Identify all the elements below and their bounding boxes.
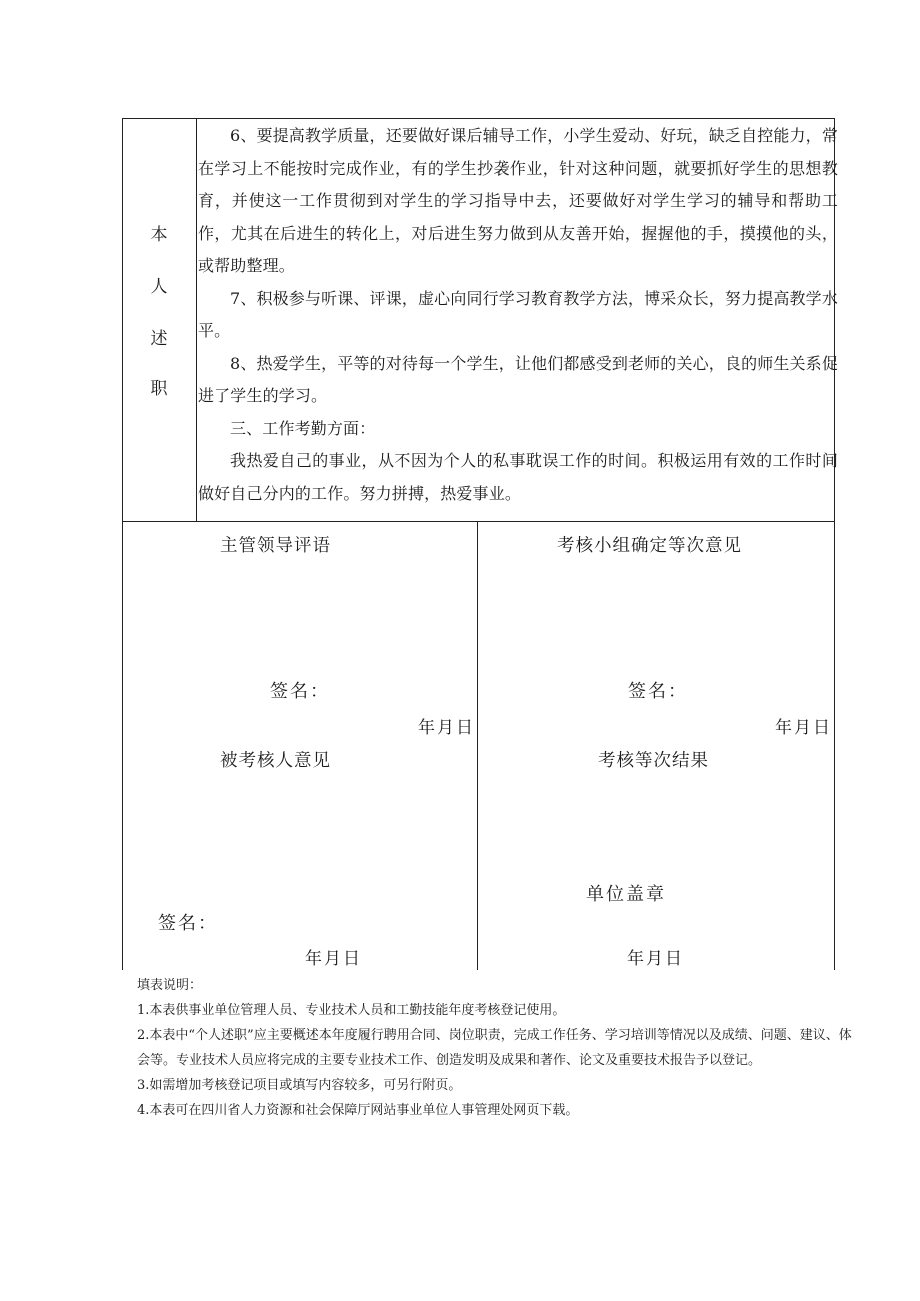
statement-bottom-border [122, 521, 835, 522]
middle-column-divider [477, 521, 478, 970]
statement-paragraph: 8、热爱学生，平等的对待每一个学生，让他们都感受到老师的关心，良的师生关系促进了学生的学习。 [198, 353, 838, 405]
statement-paragraph: 我热爱自己的事业，从不因为个人的私事耽误工作的时间。积极运用有效的工作时间做好自己分内的工作。努力拼搏，热爱事业。 [198, 451, 838, 503]
notes-item: 2.本表中“个人述职”应主要概述本年度履行聘用合同、岗位职责，完成工作任务、学习培训等情况以及成绩、问题、建议、体会等。专业技术人员应将完成的主要专业技术工作、创造发明及成果和著作、论文及重要技术报告予以登记。 [137, 1028, 852, 1068]
notes-item: 4.本表可在四川省人力资源和社会保障厅网站事业单位人事管理处网页下载。 [137, 1103, 579, 1118]
label-char: 职 [150, 379, 168, 399]
notes-heading: 填表说明： [137, 978, 203, 993]
supervisor-comment-title: 主管领导评语 [220, 536, 331, 556]
statement-paragraph: 7、积极参与听课、评课，虚心向同行学习教育教学方法，博采众长，努力提高教学水平。 [198, 288, 838, 340]
self-statement-body [198, 120, 838, 510]
assessment-result-title: 考核等次结果 [598, 751, 709, 771]
statement-paragraph: 三、工作考勤方面： [230, 418, 376, 438]
label-column-divider [196, 118, 197, 521]
assessee-date-label: 年月日 [305, 949, 362, 969]
committee-date-label: 年月日 [775, 718, 832, 738]
supervisor-signature-label: 签名： [270, 681, 330, 702]
result-date-label: 年月日 [627, 949, 684, 969]
unit-seal-label: 单位盖章 [586, 884, 666, 905]
label-char: 人 [150, 277, 168, 297]
supervisor-date-label: 年月日 [418, 718, 475, 738]
table-left-border [122, 118, 123, 970]
label-char: 述 [150, 329, 168, 349]
committee-signature-label: 签名： [628, 681, 688, 702]
assessee-signature-label: 签名： [158, 913, 218, 934]
assessee-opinion-title: 被考核人意见 [220, 751, 331, 771]
table-top-border [122, 118, 835, 119]
notes-item: 1.本表供事业单位管理人员、专业技术人员和工勤技能年度考核登记使用。 [137, 1003, 566, 1018]
notes-item: 3.如需增加考核登记项目或填写内容较多，可另行附页。 [137, 1078, 462, 1093]
committee-opinion-title: 考核小组确定等次意见 [557, 536, 742, 556]
statement-paragraph: 6、要提高教学质量，还要做好课后辅导工作，小学生爱动、好玩，缺乏自控能力，常在学习上不能按时完成作业，有的学生抄袭作业，针对这种问题，就要抓好学生的思想教育，并使这一工作贯彻到对学生的学习指导中去，还要做好对学生学习的辅导和帮助工作，尤其在后进生的转化上，对后进生努力做到从友善开始，握握他的手，摸摸他的头，或帮助整理。 [198, 126, 838, 275]
label-char: 本 [150, 225, 168, 245]
filling-notes [137, 973, 857, 1123]
